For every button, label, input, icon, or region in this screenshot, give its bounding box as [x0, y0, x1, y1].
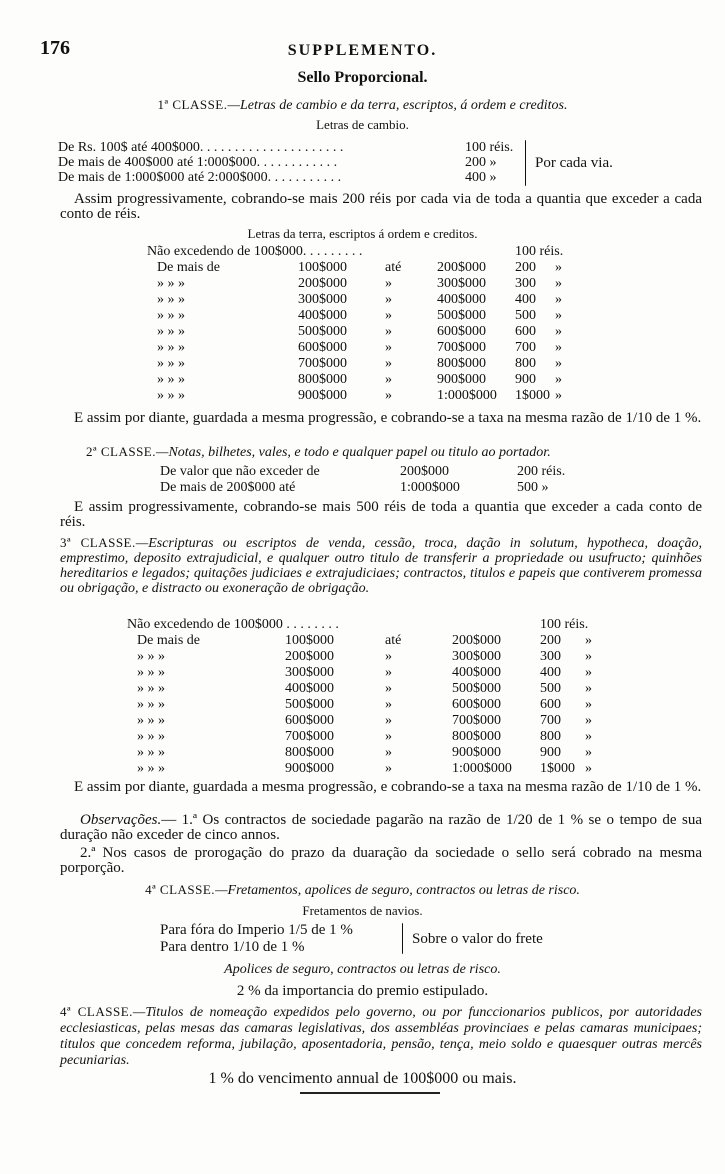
table-cell: 300$000 [285, 665, 334, 680]
table-cell: 700$000 [285, 729, 334, 744]
cambio-note: Por cada via. [535, 155, 613, 171]
table-cell: » [585, 681, 592, 696]
table-cell: 300$000 [452, 649, 501, 664]
table-cell: 300 [540, 649, 561, 664]
cambio-row-text: De mais de 400$000 até 1:000$000. . . . . . . . . . . . [58, 155, 338, 170]
table-cell: até [385, 633, 402, 648]
paragraph: E assim progressivamente, cobrando-se mais 500 réis de toda a quantia que exceder a cada conto de réis. [60, 499, 702, 530]
table-cell: 400$000 [437, 292, 486, 307]
table-cell: 800$000 [285, 745, 334, 760]
table-cell: » » » [137, 761, 165, 776]
classe-title: —Escripturas ou escriptos de venda, cessão, troca, dação in solutum, hypotheca, doação, emprestimo, deposito extrajudicial, e qualquer outro titulo de transferir a propriedade ou usufructo; quinhões hereditarios e legados; quitações judiciaes e extrajudiciaes; contractos, titulos e papeis que contiverem promessa ou obrigação, e distracto ou exoneração de obrigação. [60, 536, 702, 596]
table-cell: » » » [137, 665, 165, 680]
obs-label: Observações. [80, 812, 162, 828]
premio-text: 2 % da importancia do premio estipulado. [236, 983, 489, 999]
table-cell: » [585, 665, 592, 680]
table-cell: 200 [540, 633, 561, 648]
subheading-terra: Letras da terra, escriptos á ordem e creditos. [247, 226, 478, 241]
end-rule [300, 1092, 440, 1094]
table-cell: » » » [137, 649, 165, 664]
table-cell: » [385, 292, 392, 307]
subheading-cambio: Letras de cambio. [316, 117, 409, 132]
table-cell: » [385, 372, 392, 387]
classe2-cell: 1:000$000 [400, 480, 460, 495]
table-cell: 800 [515, 356, 536, 371]
table-cell: » » » [157, 356, 185, 371]
running-title: SUPPLEMENTO. [287, 42, 438, 59]
classe-label: 4ª CLASSE. [60, 1004, 133, 1019]
paragraph: Assim progressivamente, cobrando-se mais 200 réis por cada via de toda a quantia que exceder a cada conto de réis. [60, 191, 702, 222]
table-cell: 400$000 [298, 308, 347, 323]
table-cell: 600$000 [452, 697, 501, 712]
table-cell: 1$000 [540, 761, 575, 776]
table-cell: 500 [540, 681, 561, 696]
table-cell: » » » [157, 308, 185, 323]
table-cell: » [585, 713, 592, 728]
brace [525, 140, 526, 186]
table-cell: » [385, 729, 392, 744]
observacoes-1 [60, 813, 702, 843]
table-cell: » [385, 649, 392, 664]
table-cell: » [585, 633, 592, 648]
table-cell: 400$000 [285, 681, 334, 696]
table-cell: 200$000 [437, 260, 486, 275]
table-cell: » [555, 340, 562, 355]
table-first-rate: 100 réis. [540, 617, 589, 632]
table-cell: » » » [157, 388, 185, 403]
table-cell: 200$000 [452, 633, 501, 648]
frete-note: Sobre o valor do frete [412, 931, 543, 947]
table-cell: 1$000 [515, 388, 550, 403]
table-cell: » [385, 681, 392, 696]
paragraph: E assim por diante, guardada a mesma progressão, e cobrando-se a taxa na mesma razão de 1/10 de 1 %. [74, 410, 702, 426]
table-cell: 900$000 [437, 372, 486, 387]
table-cell: » [555, 372, 562, 387]
table-cell: » [385, 276, 392, 291]
table-cell: » [385, 697, 392, 712]
table-cell: » [555, 260, 562, 275]
table-cell: até [385, 260, 402, 275]
classe4a-heading [0, 882, 725, 899]
classe-label: 1ª CLASSE. [157, 97, 228, 112]
table-cell: » » » [137, 745, 165, 760]
table-cell: 300 [515, 276, 536, 291]
table-cell: » » » [137, 729, 165, 744]
table-cell: 700$000 [298, 356, 347, 371]
section-title: Sello Proporcional. [297, 69, 428, 86]
cambio-row-rate: 100 réis. [465, 140, 514, 155]
table-cell: 400 [540, 665, 561, 680]
table-cell: 500$000 [452, 681, 501, 696]
table-cell: 300$000 [437, 276, 486, 291]
cambio-row-text: De Rs. 100$ até 400$000. . . . . . . . . . . . . . . . . . . . . [58, 140, 344, 155]
classe1-heading [0, 97, 725, 114]
table-cell: 900$000 [452, 745, 501, 760]
table-cell: » » » [137, 681, 165, 696]
classe-title: —Notas, bilhetes, vales, e todo e qualquer papel ou titulo ao portador. [156, 445, 551, 460]
table-cell: » » » [157, 324, 185, 339]
table-cell: » [555, 276, 562, 291]
table-cell: » [385, 665, 392, 680]
table-cell: 600 [540, 697, 561, 712]
table-cell: 100$000 [285, 633, 334, 648]
table-cell: 500$000 [298, 324, 347, 339]
classe3-heading [60, 535, 702, 596]
final-text: 1 % do vencimento annual de 100$000 ou mais. [208, 1070, 517, 1087]
brace [402, 923, 403, 954]
subheading-fretamentos: Fretamentos de navios. [302, 903, 423, 918]
classe2-cell: De mais de 200$000 até [160, 480, 296, 495]
table-cell: » [385, 761, 392, 776]
table-cell: » [585, 649, 592, 664]
classe2-cell: 500 » [517, 480, 549, 495]
table-cell: 1:000$000 [437, 388, 497, 403]
table-cell: 600$000 [298, 340, 347, 355]
table-cell: » [385, 340, 392, 355]
classe2-cell: De valor que não exceder de [160, 464, 320, 479]
observacoes-2: 2.ª Nos casos de prorogação do prazo da duaração da sociedade o sello será cobrado na mesma porporção. [60, 845, 702, 876]
paragraph: E assim por diante, guardada a mesma progressão, e cobrando-se a taxa na mesma razão de 1/10 de 1 %. [74, 779, 702, 795]
table-cell: 200$000 [298, 276, 347, 291]
obs-text: — 1.ª Os contractos de sociedade pagarão na razão de 1/20 de 1 % se o tempo de sua duração não exceder de cinco annos. [60, 812, 702, 843]
table-cell: » [555, 388, 562, 403]
table-cell: » [585, 697, 592, 712]
table-first-row: Não excedendo de 100$000 . . . . . . . . [127, 617, 339, 632]
table-cell: 600$000 [285, 713, 334, 728]
frete-row: Para dentro 1/10 de 1 % [160, 939, 305, 955]
table-cell: 500 [515, 308, 536, 323]
table-cell: » [585, 729, 592, 744]
table-cell: 500$000 [437, 308, 486, 323]
table-cell: 900$000 [298, 388, 347, 403]
table-cell: » » » [137, 713, 165, 728]
frete-row: Para fóra do Imperio 1/5 de 1 % [160, 922, 353, 938]
classe4b-heading [60, 1004, 702, 1069]
table-cell: 800$000 [298, 372, 347, 387]
classe2-heading [86, 444, 551, 461]
cambio-row-rate: 400 » [465, 170, 497, 185]
cambio-row-text: De mais de 1:000$000 até 2:000$000. . . . . . . . . . . [58, 170, 342, 185]
classe2-cell: 200$000 [400, 464, 449, 479]
cambio-row-rate: 200 » [465, 155, 497, 170]
table-cell: » » » [137, 697, 165, 712]
table-cell: 500$000 [285, 697, 334, 712]
table-cell: » » » [157, 372, 185, 387]
table-cell: De mais de [137, 633, 200, 648]
classe-label: 3ª CLASSE. [60, 535, 136, 550]
table-cell: » [555, 324, 562, 339]
table-cell: » [555, 356, 562, 371]
subheading-apolices: Apolices de seguro, contractos ou letras de risco. [224, 962, 501, 977]
table-cell: » [555, 292, 562, 307]
table-cell: 900 [515, 372, 536, 387]
classe-title: —Letras de cambio e da terra, escriptos, á ordem e creditos. [227, 98, 568, 113]
table-cell: » [385, 745, 392, 760]
table-cell: 700 [515, 340, 536, 355]
classe-label: 4ª CLASSE. [145, 882, 216, 897]
table-cell: 100$000 [298, 260, 347, 275]
table-cell: 400 [515, 292, 536, 307]
classe-label: 2ª CLASSE. [86, 444, 156, 459]
table-cell: » » » [157, 276, 185, 291]
table-cell: 600 [515, 324, 536, 339]
table-cell: 200 [515, 260, 536, 275]
classe-title: —Titulos de nomeação expedidos pelo governo, ou por funccionarios publicos, por autoridades ecclesiasticas, pelas mesas das camaras legislativas, dos assembléas provinciaes e pelas camaras municipaes; titulos que concedem reforma, jubilação, aposentadoria, pensão, tença, meio soldo e quaesquer outras mercês pecuniarias. [60, 1005, 702, 1068]
table-cell: De mais de [157, 260, 220, 275]
classe-title: —Fretamentos, apolices de seguro, contractos ou letras de risco. [215, 883, 580, 898]
table-cell: 700$000 [437, 340, 486, 355]
table-first-row: Não excedendo de 100$000. . . . . . . . . [147, 244, 363, 259]
table-cell: » [585, 761, 592, 776]
table-cell: » [585, 745, 592, 760]
table-cell: » [385, 356, 392, 371]
table-first-rate: 100 réis. [515, 244, 564, 259]
classe2-cell: 200 réis. [517, 464, 566, 479]
table-cell: 1:000$000 [452, 761, 512, 776]
table-cell: » [385, 308, 392, 323]
table-cell: 800$000 [452, 729, 501, 744]
table-cell: 800 [540, 729, 561, 744]
table-cell: 400$000 [452, 665, 501, 680]
table-cell: 900$000 [285, 761, 334, 776]
table-cell: » [385, 324, 392, 339]
table-cell: » » » [157, 292, 185, 307]
table-cell: 300$000 [298, 292, 347, 307]
table-cell: 900 [540, 745, 561, 760]
table-cell: 700 [540, 713, 561, 728]
table-cell: 200$000 [285, 649, 334, 664]
table-cell: » [385, 713, 392, 728]
table-cell: 800$000 [437, 356, 486, 371]
page-number: 176 [40, 37, 70, 59]
table-cell: » [555, 308, 562, 323]
table-cell: 600$000 [437, 324, 486, 339]
table-cell: » » » [157, 340, 185, 355]
table-cell: » [385, 388, 392, 403]
table-cell: 700$000 [452, 713, 501, 728]
